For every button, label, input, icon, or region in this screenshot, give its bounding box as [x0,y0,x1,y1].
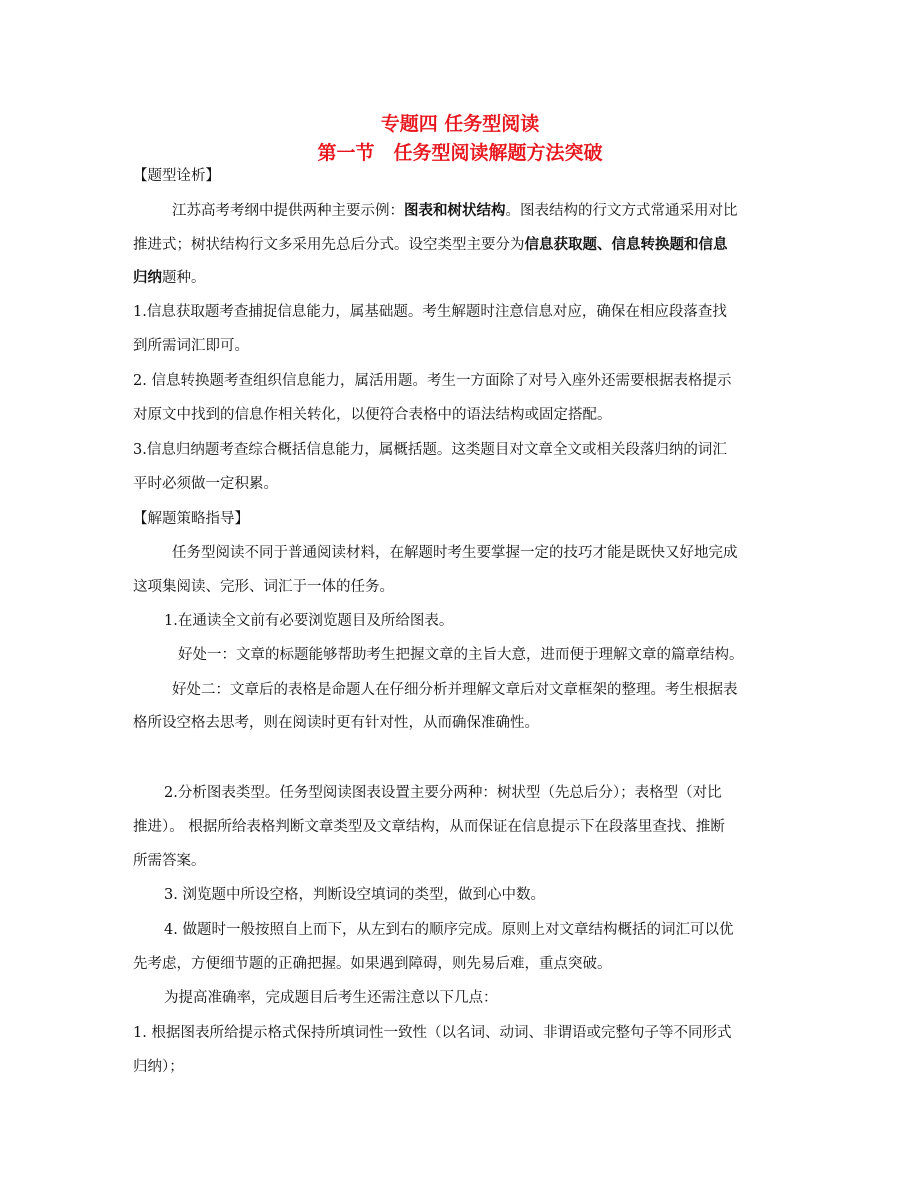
paragraph-line: 任务型阅读不同于普通阅读材料，在解题时考生要掌握一定的技巧才能是既快又好地完成 [172,545,738,561]
section-header-strategy: 【解题策略指导】 [133,511,249,527]
bold-text: 图表和树状结构 [404,202,506,219]
note-intro: 为提高准确率，完成题目后考生还需注意以下几点： [164,990,498,1006]
paragraph-line [133,234,728,256]
step-line: 先考虑，方便细节题的正确把握。如果遇到障碍，则先易后难，重点突破。 [133,956,612,972]
step-line: 所需答案。 [133,853,206,869]
list-item-line: 3.信息归纳题考查综合概括信息能力，属概括题。这类题目对文章全文或相关段落归纳的词汇 [133,442,727,458]
step-line: 3. 浏览题中所设空格，判断设空填词的类型，做到心中数。 [164,887,545,903]
bold-text: 归纳 [133,269,162,286]
list-item-line: 对原文中找到的信息作相关转化，以便符合表格中的语法结构或固定搭配。 [133,407,612,423]
list-item-line: 平时必须做一定积累。 [133,476,278,492]
paragraph-line [172,200,738,222]
list-item-line: 到所需词汇即可。 [133,338,249,354]
benefit-line: 格所设空格去思考，则在阅读时更有针对性，从而确保准确性。 [133,715,539,731]
paragraph-line: 这项集阅读、完形、词汇于一体的任务。 [133,579,394,595]
benefit-line: 好处一：文章的标题能够帮助考生把握文章的主旨大意，进而便于理解文章的篇章结构。 [178,647,744,663]
section-header-analysis: 【题型诠析】 [133,168,220,184]
text-run: 。图表结构的行文方式常通采用对比 [505,203,738,219]
section-title: 第一节 任务型阅读解题方法突破 [317,142,603,164]
text-run: 题种。 [162,270,206,286]
list-item-line: 1.信息获取题考查捕捉信息能力，属基础题。考生解题时注意信息对应，确保在相应段落查找 [133,304,727,320]
note-line: 归纳）； [133,1059,184,1075]
list-item-line: 2. 信息转换题考查组织信息能力，属活用题。考生一方面除了对号入座外还需要根据表格提示 [133,373,732,389]
step-line: 4. 做题时一般按照自上而下，从左到右的顺序完成。原则上对文章结构概括的词汇可以优 [164,922,734,938]
text-run: 推进式；树状结构行文多采用先总后分式。设空类型主要分为 [133,237,525,253]
text-run: 江苏高考考纲中提供两种主要示例： [172,203,404,219]
step-line: 2.分析图表类型。任务型阅读图表设置主要分两种：树状型（先总后分）；表格型（对比 [164,785,722,801]
note-line: 1. 根据图表所给提示格式保持所填词性一致性（以名词、动词、非谓语或完整句子等不同形式 [133,1025,732,1041]
bold-text: 信息获取题、信息转换题和信息 [524,236,728,253]
paragraph-line [133,267,206,289]
benefit-line: 好处二：文章后的表格是命题人在仔细分析并理解文章后对文章框架的整理。考生根据表 [172,682,738,698]
step-line: 推进）。 根据所给表格判断文章类型及文章结构，从而保证在信息提示下在段落里查找、推断 [133,819,725,835]
main-title: 专题四 任务型阅读 [380,113,540,135]
step-line: 1.在通读全文前有必要浏览题目及所给图表。 [164,613,454,629]
